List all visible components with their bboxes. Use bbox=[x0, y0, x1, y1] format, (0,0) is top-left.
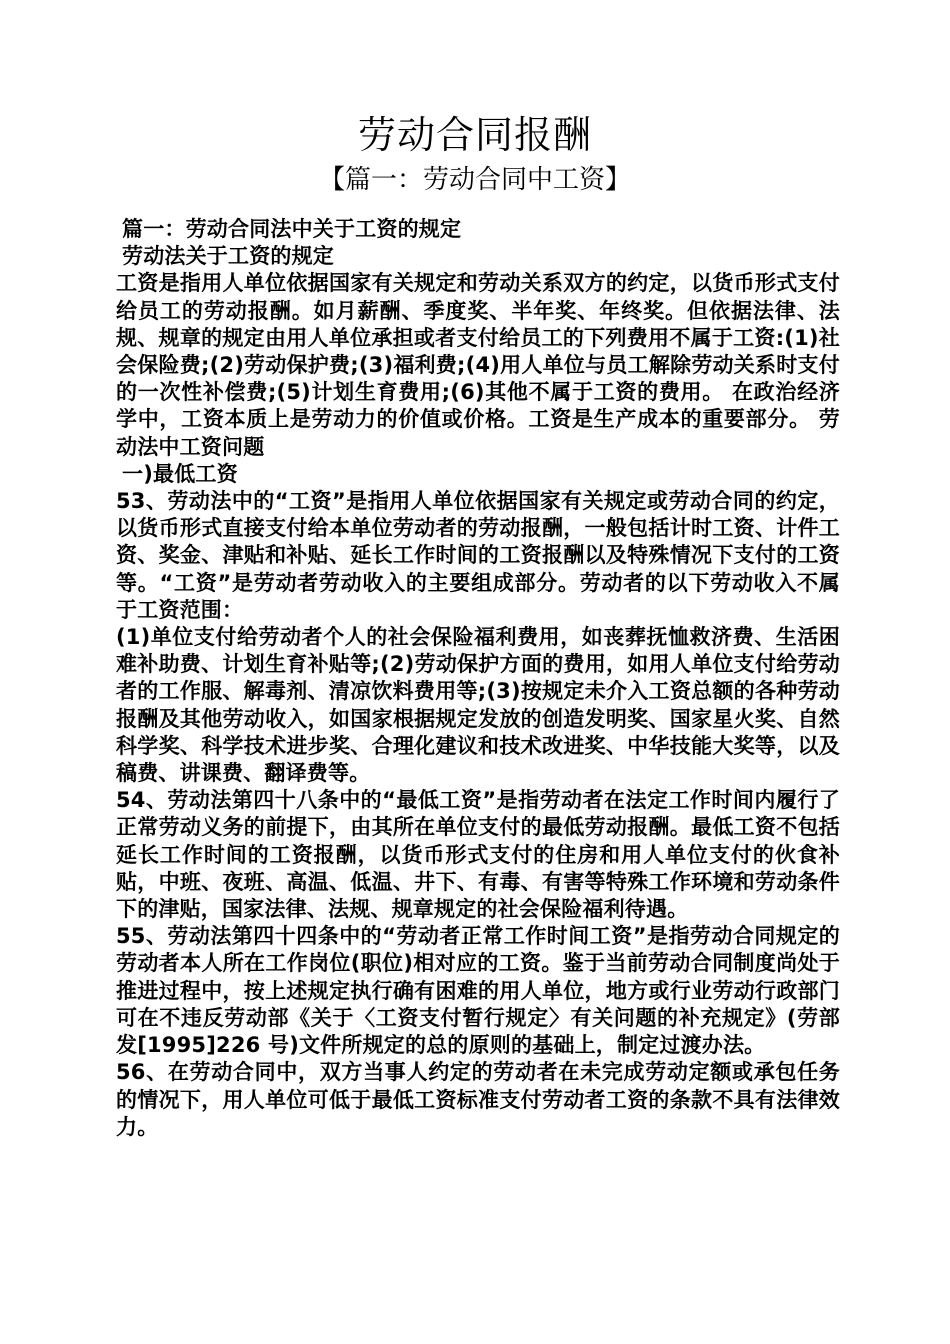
document-body bbox=[116, 216, 840, 1141]
sub-heading: 一)最低工资 bbox=[122, 461, 238, 486]
document-title: 劳动合同报酬 bbox=[357, 113, 592, 157]
body-paragraph: 56、在劳动合同中，双方当事人约定的劳动者在未完成劳动定额或承包任务的情况下，用人单位可低于最低工资标准支付劳动者工资的条款不具有法律效力。 bbox=[116, 1060, 840, 1139]
body-paragraph: 53、劳动法中的“工资”是指用人单位依据国家有关规定或劳动合同的约定，以货币形式直接支付给本单位劳动者的劳动报酬，一般包括计时工资、计件工资、奖金、津贴和补贴、延长工作时间的工资报酬以及特殊情况下支付的工资等。“工资”是劳动者劳动收入的主要组成部分。劳动者的以下劳动收入不属于工资范围： bbox=[116, 489, 840, 622]
sub-heading: 劳动法关于工资的规定 bbox=[122, 244, 334, 269]
body-paragraph: 54、劳动法第四十八条中的“最低工资”是指劳动者在法定工作时间内履行了正常劳动义务的前提下，由其所在单位支付的最低劳动报酬。最低工资不包括延长工作时间的工资报酬，以货币形式支付的住房和用人单位支付的伙食补贴，中班、夜班、高温、低温、井下、有毒、有害等特殊工作环境和劳动条件下的津贴，国家法律、法规、规章规定的社会保险福利待遇。 bbox=[116, 788, 840, 922]
body-paragraph: (1)单位支付给劳动者个人的社会保险福利费用，如丧葬抚恤救济费、生活困难补助费、计划生育补贴等;(2)劳动保护方面的费用，如用人单位支付给劳动者的工作服、解毒剂、清凉饮料费用等;(3)按规定未介入工资总额的各种劳动报酬及其他劳动收入，如国家根据规定发放的创造发明奖、国家星火奖、自然科学奖、科学技术进步奖、合理化建议和技术改进奖、中华技能大奖等，以及稿费、讲课费、翻译费等。 bbox=[116, 625, 840, 786]
body-paragraph: 工资是指用人单位依据国家有关规定和劳动关系双方的约定，以货币形式支付给员工的劳动报酬。如月薪酬、季度奖、半年奖、年终奖。但依据法律、法规、规章的规定由用人单位承担或者支付给员工的下列费用不属于工资:(1)社会保险费;(2)劳动保护费;(3)福利费;(4)用人单位与员工解除劳动关系时支付的一次性补偿费;(5)计划生育费用;(6)其他不属于工资的费用。 在政治经济学中，工资本质上是劳动力的价值或价格。工资是生产成本的重要部分。 劳动法中工资问题 bbox=[116, 271, 840, 459]
body-paragraph: 55、劳动法第四十四条中的“劳动者正常工作时间工资”是指劳动合同规定的劳动者本人所在工作岗位(职位)相对应的工资。鉴于当前劳动合同制度尚处于推进过程中，按上述规定执行确有困难的用人单位，地方或行业劳动行政部门可在不违反劳动部《关于〈工资支付暂行规定〉有关问题的补充规定》(劳部发[1995]226 号)文件所规定的总的原则的基础上，制定过渡办法。 bbox=[116, 924, 840, 1058]
section-heading: 篇一：劳动合同法中关于工资的规定 bbox=[122, 217, 462, 241]
document-subtitle: 【篇一：劳动合同中工资】 bbox=[318, 165, 631, 195]
